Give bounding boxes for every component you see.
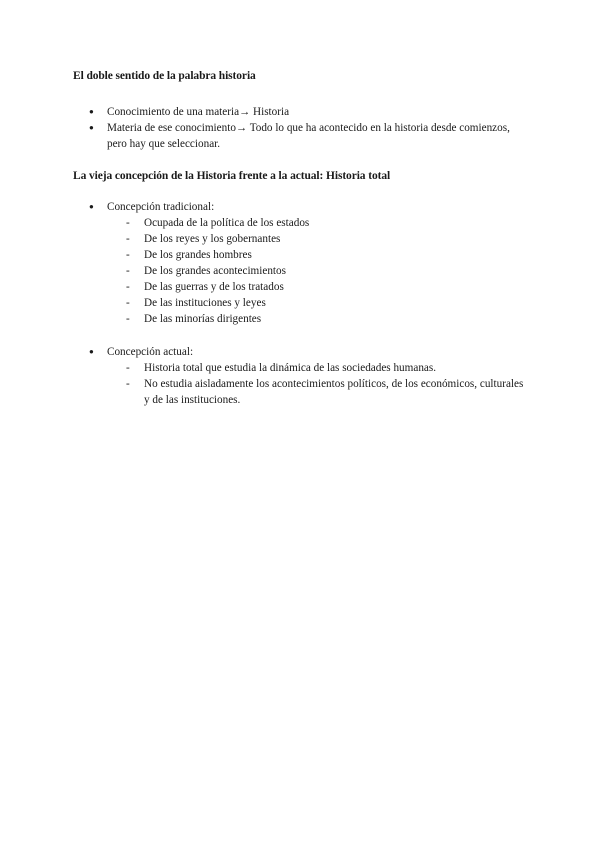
list-item [89,199,529,215]
list-item [126,311,526,327]
list-item [126,376,526,408]
dash-icon: - [126,313,130,325]
dash-text: De las instituciones y leyes [144,297,266,309]
traditional-dash-list [126,215,526,327]
current-bullet-list [89,344,529,360]
bullet-text: Conocimiento de una materia→ Historia [107,106,290,118]
dash-icon: - [126,378,130,390]
current-label: Concepción actual: [107,346,194,358]
list-item [126,360,526,376]
list-item [89,344,529,360]
bullet-icon: ● [89,202,94,211]
dash-text: De los grandes hombres [144,249,252,261]
list-item [126,295,526,311]
bullet-text: Materia de ese conocimiento→ Todo lo que ha acontecido en la historia desde comienzos, pero hay que seleccionar. [107,122,510,150]
traditional-label: Concepción tradicional: [107,201,215,213]
dash-icon: - [126,233,130,245]
list-item [126,263,526,279]
section1-bullet-list [89,104,529,152]
dash-text: De los reyes y los gobernantes [144,233,281,245]
dash-text: De los grandes acontecimientos [144,265,286,277]
section1-heading: El doble sentido de la palabra historia [73,70,256,82]
dash-icon: - [126,362,130,374]
section2-heading: La vieja concepción de la Historia frente a la actual: Historia total [73,170,391,182]
dash-text: Historia total que estudia la dinámica de las sociedades humanas. [144,362,437,374]
current-dash-list [126,360,526,408]
dash-text: Ocupada de la política de los estados [144,217,310,229]
dash-icon: - [126,297,130,309]
dash-icon: - [126,217,130,229]
list-item [89,120,529,152]
list-item [126,231,526,247]
dash-text: De las minorías dirigentes [144,313,262,325]
dash-icon: - [126,249,130,261]
dash-icon: - [126,265,130,277]
traditional-bullet-list [89,199,529,215]
list-item [89,104,529,120]
bullet-icon: ● [89,123,94,132]
bullet-icon: ● [89,347,94,356]
list-item [126,215,526,231]
list-item [126,247,526,263]
dash-icon: - [126,281,130,293]
list-item [126,279,526,295]
dash-text: No estudia aisladamente los acontecimientos políticos, de los económicos, culturales y de las instituciones. [144,378,524,406]
dash-text: De las guerras y de los tratados [144,281,284,293]
bullet-icon: ● [89,107,94,116]
